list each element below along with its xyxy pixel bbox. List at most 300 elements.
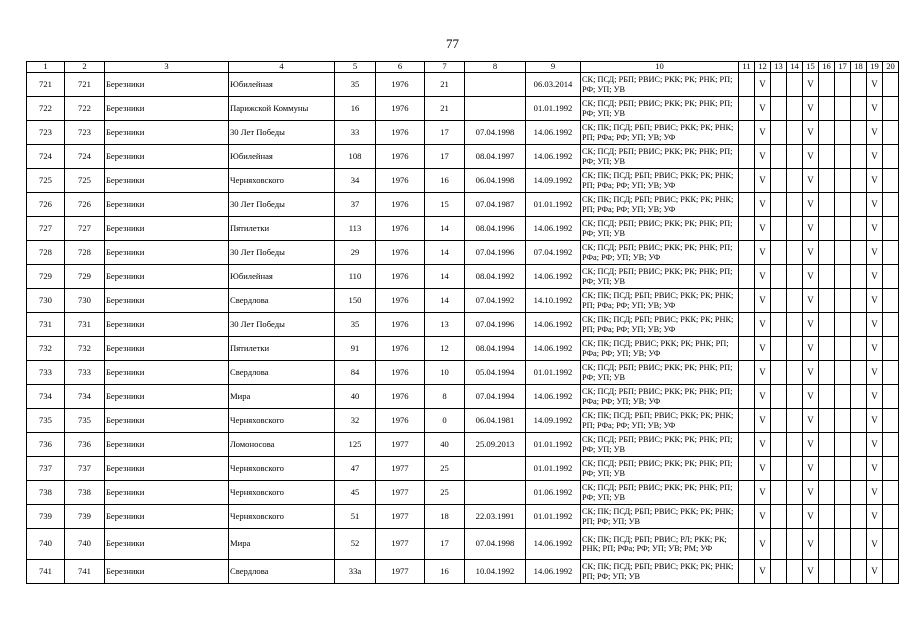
house-number-cell: 108: [335, 145, 376, 169]
flag-cell-16: [819, 121, 835, 145]
flag-cell-12: V: [755, 121, 771, 145]
flag-cell-17: [835, 385, 851, 409]
flag-cell-12: V: [755, 433, 771, 457]
city-cell: Березники: [105, 560, 229, 584]
codes-cell: СК; ПК; ПСД; РБП; РВИС; РКК; РК; РНК; РП; РФа; РФ; УП; УВ; УФ: [581, 289, 739, 313]
flag-cell-19: V: [867, 337, 883, 361]
column-header-18: 18: [851, 62, 867, 73]
record-number: 726: [65, 193, 105, 217]
column-header-3: 3: [105, 62, 229, 73]
street-cell: Черняховского: [229, 457, 335, 481]
flag-cell-18: [851, 560, 867, 584]
column-header-11: 11: [739, 62, 755, 73]
city-cell: Березники: [105, 241, 229, 265]
flag-cell-13: [771, 73, 787, 97]
flag-cell-15: V: [803, 289, 819, 313]
codes-cell: СК; ПК; ПСД; РБП; РВИС; РКК; РК; РНК; РП; РФа; РФ; УП; УВ; УФ: [581, 169, 739, 193]
flag-cell-18: [851, 121, 867, 145]
flag-cell-17: [835, 337, 851, 361]
flag-cell-15: V: [803, 505, 819, 529]
date-cell: 22.03.1991: [465, 505, 526, 529]
house-number-cell: 47: [335, 457, 376, 481]
flag-cell-13: [771, 529, 787, 560]
date-cell: 07.04.1996: [465, 313, 526, 337]
count-cell: 15: [425, 193, 465, 217]
house-number-cell: 33а: [335, 560, 376, 584]
flag-cell-19: V: [867, 121, 883, 145]
record-number: 721: [65, 73, 105, 97]
flag-cell-12: V: [755, 529, 771, 560]
record-number: 725: [65, 169, 105, 193]
flag-cell-19: V: [867, 505, 883, 529]
row-number: 725: [27, 169, 65, 193]
flag-cell-19: V: [867, 145, 883, 169]
flag-cell-15: V: [803, 241, 819, 265]
flag-cell-11: [739, 481, 755, 505]
column-header-6: 6: [376, 62, 425, 73]
registration-date-cell: 01.01.1992: [526, 505, 581, 529]
table-row: [27, 265, 899, 289]
flag-cell-12: V: [755, 265, 771, 289]
flag-cell-12: V: [755, 73, 771, 97]
codes-cell: СК; ПСД; РБП; РВИС; РКК; РК; РНК; РП; РФа; РФ; УП; УВ; УФ: [581, 385, 739, 409]
flag-cell-18: [851, 313, 867, 337]
codes-cell: СК; ПК; ПСД; РБП; РВИС; РКК; РК; РНК; РП; РФа; РФ; УП; УВ; УФ: [581, 409, 739, 433]
row-number: 722: [27, 97, 65, 121]
registration-date-cell: 07.04.1992: [526, 241, 581, 265]
flag-cell-18: [851, 97, 867, 121]
table-row: [27, 217, 899, 241]
street-cell: 30 Лет Победы: [229, 121, 335, 145]
flag-cell-13: [771, 313, 787, 337]
flag-cell-20: [883, 313, 899, 337]
flag-cell-14: [787, 457, 803, 481]
city-cell: Березники: [105, 265, 229, 289]
record-number: 741: [65, 560, 105, 584]
column-header-13: 13: [771, 62, 787, 73]
flag-cell-20: [883, 361, 899, 385]
data-table: [26, 61, 899, 584]
house-number-cell: 33: [335, 121, 376, 145]
column-header-20: 20: [883, 62, 899, 73]
flag-cell-19: V: [867, 265, 883, 289]
flag-cell-14: [787, 560, 803, 584]
flag-cell-16: [819, 481, 835, 505]
flag-cell-16: [819, 265, 835, 289]
row-number: 733: [27, 361, 65, 385]
codes-cell: СК; ПСД; РБП; РВИС; РКК; РК; РНК; РП; РФ; УП; УВ: [581, 433, 739, 457]
table-row: [27, 337, 899, 361]
flag-cell-12: V: [755, 313, 771, 337]
count-cell: 0: [425, 409, 465, 433]
registration-date-cell: 01.01.1992: [526, 361, 581, 385]
codes-cell: СК; ПСД; РБП; РВИС; РКК; РК; РНК; РП; РФ; УП; УВ: [581, 481, 739, 505]
street-cell: Юбилейная: [229, 145, 335, 169]
flag-cell-16: [819, 241, 835, 265]
record-number: 737: [65, 457, 105, 481]
street-cell: 30 Лет Победы: [229, 241, 335, 265]
house-number-cell: 45: [335, 481, 376, 505]
street-cell: 30 Лет Победы: [229, 313, 335, 337]
record-number: 735: [65, 409, 105, 433]
flag-cell-20: [883, 337, 899, 361]
flag-cell-18: [851, 193, 867, 217]
flag-cell-13: [771, 121, 787, 145]
flag-cell-19: V: [867, 241, 883, 265]
table-row: [27, 529, 899, 560]
record-number: 730: [65, 289, 105, 313]
flag-cell-14: [787, 409, 803, 433]
flag-cell-16: [819, 385, 835, 409]
flag-cell-13: [771, 481, 787, 505]
flag-cell-20: [883, 73, 899, 97]
date-cell: 07.04.1998: [465, 529, 526, 560]
flag-cell-12: V: [755, 193, 771, 217]
street-cell: Свердлова: [229, 361, 335, 385]
flag-cell-19: V: [867, 457, 883, 481]
registration-date-cell: 01.06.1992: [526, 481, 581, 505]
table-row: [27, 145, 899, 169]
house-number-cell: 35: [335, 73, 376, 97]
column-header-5: 5: [335, 62, 376, 73]
count-cell: 18: [425, 505, 465, 529]
flag-cell-19: V: [867, 289, 883, 313]
flag-cell-20: [883, 560, 899, 584]
flag-cell-20: [883, 385, 899, 409]
date-cell: 08.04.1994: [465, 337, 526, 361]
date-cell: 05.04.1994: [465, 361, 526, 385]
table-row: [27, 313, 899, 337]
row-number: 729: [27, 265, 65, 289]
year-cell: 1976: [376, 409, 425, 433]
record-number: 724: [65, 145, 105, 169]
flag-cell-18: [851, 409, 867, 433]
city-cell: Березники: [105, 73, 229, 97]
flag-cell-20: [883, 529, 899, 560]
codes-cell: СК; ПСД; РБП; РВИС; РКК; РК; РНК; РП; РФ; УП; УВ: [581, 73, 739, 97]
count-cell: 14: [425, 265, 465, 289]
year-cell: 1976: [376, 145, 425, 169]
flag-cell-17: [835, 217, 851, 241]
house-number-cell: 16: [335, 97, 376, 121]
date-cell: 25.09.2013: [465, 433, 526, 457]
year-cell: 1976: [376, 385, 425, 409]
year-cell: 1976: [376, 217, 425, 241]
registration-date-cell: 14.09.1992: [526, 169, 581, 193]
street-cell: Свердлова: [229, 560, 335, 584]
registration-date-cell: 01.01.1992: [526, 97, 581, 121]
flag-cell-19: V: [867, 193, 883, 217]
flag-cell-15: V: [803, 409, 819, 433]
row-number: 723: [27, 121, 65, 145]
street-cell: Черняховского: [229, 409, 335, 433]
flag-cell-19: V: [867, 313, 883, 337]
flag-cell-16: [819, 145, 835, 169]
registration-date-cell: 14.10.1992: [526, 289, 581, 313]
flag-cell-13: [771, 337, 787, 361]
date-cell: 07.04.1992: [465, 289, 526, 313]
flag-cell-13: [771, 145, 787, 169]
record-number: 740: [65, 529, 105, 560]
flag-cell-15: V: [803, 169, 819, 193]
year-cell: 1977: [376, 560, 425, 584]
city-cell: Березники: [105, 481, 229, 505]
registration-date-cell: 14.06.1992: [526, 385, 581, 409]
city-cell: Березники: [105, 433, 229, 457]
flag-cell-12: V: [755, 409, 771, 433]
flag-cell-11: [739, 241, 755, 265]
flag-cell-13: [771, 265, 787, 289]
count-cell: 17: [425, 121, 465, 145]
flag-cell-15: V: [803, 560, 819, 584]
flag-cell-14: [787, 313, 803, 337]
record-number: 723: [65, 121, 105, 145]
flag-cell-16: [819, 457, 835, 481]
flag-cell-16: [819, 361, 835, 385]
flag-cell-14: [787, 433, 803, 457]
flag-cell-18: [851, 529, 867, 560]
date-cell: [465, 481, 526, 505]
street-cell: Черняховского: [229, 481, 335, 505]
codes-cell: СК; ПСД; РБП; РВИС; РКК; РК; РНК; РП; РФ; УП; УВ: [581, 97, 739, 121]
flag-cell-12: V: [755, 289, 771, 313]
row-number: 727: [27, 217, 65, 241]
year-cell: 1977: [376, 457, 425, 481]
flag-cell-19: V: [867, 560, 883, 584]
flag-cell-11: [739, 409, 755, 433]
street-cell: Парижской Коммуны: [229, 97, 335, 121]
row-number: 736: [27, 433, 65, 457]
flag-cell-13: [771, 409, 787, 433]
city-cell: Березники: [105, 121, 229, 145]
table-row: [27, 409, 899, 433]
count-cell: 16: [425, 169, 465, 193]
flag-cell-15: V: [803, 217, 819, 241]
flag-cell-15: V: [803, 121, 819, 145]
date-cell: 07.04.1996: [465, 241, 526, 265]
count-cell: 14: [425, 241, 465, 265]
registration-date-cell: 14.06.1992: [526, 529, 581, 560]
flag-cell-18: [851, 361, 867, 385]
flag-cell-12: V: [755, 457, 771, 481]
row-number: 728: [27, 241, 65, 265]
city-cell: Березники: [105, 409, 229, 433]
flag-cell-12: V: [755, 560, 771, 584]
table-row: [27, 289, 899, 313]
flag-cell-13: [771, 560, 787, 584]
flag-cell-16: [819, 560, 835, 584]
date-cell: 08.04.1992: [465, 265, 526, 289]
record-number: 738: [65, 481, 105, 505]
flag-cell-17: [835, 409, 851, 433]
street-cell: Юбилейная: [229, 265, 335, 289]
city-cell: Березники: [105, 193, 229, 217]
codes-cell: СК; ПК; ПСД; РВИС; РКК; РК; РНК; РП; РФа; РФ; УП; УВ; УФ: [581, 337, 739, 361]
city-cell: Березники: [105, 289, 229, 313]
codes-cell: СК; ПСД; РБП; РВИС; РКК; РК; РНК; РП; РФ; УП; УВ: [581, 457, 739, 481]
column-header-16: 16: [819, 62, 835, 73]
date-cell: 07.04.1994: [465, 385, 526, 409]
table-row: [27, 385, 899, 409]
flag-cell-17: [835, 313, 851, 337]
flag-cell-19: V: [867, 433, 883, 457]
flag-cell-16: [819, 289, 835, 313]
flag-cell-16: [819, 169, 835, 193]
flag-cell-11: [739, 560, 755, 584]
flag-cell-11: [739, 265, 755, 289]
column-header-7: 7: [425, 62, 465, 73]
house-number-cell: 32: [335, 409, 376, 433]
date-cell: 06.04.1998: [465, 169, 526, 193]
flag-cell-18: [851, 169, 867, 193]
flag-cell-18: [851, 433, 867, 457]
city-cell: Березники: [105, 505, 229, 529]
flag-cell-19: V: [867, 361, 883, 385]
flag-cell-14: [787, 505, 803, 529]
city-cell: Березники: [105, 529, 229, 560]
column-header-19: 19: [867, 62, 883, 73]
flag-cell-14: [787, 529, 803, 560]
flag-cell-20: [883, 145, 899, 169]
column-header-2: 2: [65, 62, 105, 73]
year-cell: 1977: [376, 529, 425, 560]
flag-cell-16: [819, 529, 835, 560]
record-number: 731: [65, 313, 105, 337]
flag-cell-12: V: [755, 385, 771, 409]
count-cell: 17: [425, 145, 465, 169]
flag-cell-13: [771, 193, 787, 217]
flag-cell-13: [771, 505, 787, 529]
city-cell: Березники: [105, 457, 229, 481]
registration-date-cell: 14.06.1992: [526, 560, 581, 584]
flag-cell-20: [883, 505, 899, 529]
flag-cell-17: [835, 560, 851, 584]
city-cell: Березники: [105, 97, 229, 121]
codes-cell: СК; ПСД; РБП; РВИС; РКК; РК; РНК; РП; РФ; УП; УВ: [581, 217, 739, 241]
flag-cell-18: [851, 217, 867, 241]
year-cell: 1976: [376, 73, 425, 97]
flag-cell-16: [819, 337, 835, 361]
record-number: 728: [65, 241, 105, 265]
count-cell: 21: [425, 73, 465, 97]
flag-cell-17: [835, 73, 851, 97]
registration-date-cell: 14.06.1992: [526, 265, 581, 289]
flag-cell-20: [883, 481, 899, 505]
row-number: 731: [27, 313, 65, 337]
flag-cell-19: V: [867, 217, 883, 241]
street-cell: Пятилетки: [229, 217, 335, 241]
flag-cell-20: [883, 409, 899, 433]
house-number-cell: 52: [335, 529, 376, 560]
flag-cell-13: [771, 361, 787, 385]
date-cell: [465, 73, 526, 97]
flag-cell-14: [787, 145, 803, 169]
flag-cell-11: [739, 169, 755, 193]
street-cell: Ломоносова: [229, 433, 335, 457]
codes-cell: СК; ПСД; РБП; РВИС; РКК; РК; РНК; РП; РФ; УП; УВ: [581, 145, 739, 169]
city-cell: Березники: [105, 169, 229, 193]
flag-cell-14: [787, 481, 803, 505]
registration-date-cell: 01.01.1992: [526, 193, 581, 217]
row-number: 737: [27, 457, 65, 481]
table-row: [27, 241, 899, 265]
count-cell: 14: [425, 289, 465, 313]
flag-cell-14: [787, 361, 803, 385]
record-number: 739: [65, 505, 105, 529]
row-number: 721: [27, 73, 65, 97]
table-row: [27, 560, 899, 584]
flag-cell-11: [739, 433, 755, 457]
flag-cell-14: [787, 121, 803, 145]
count-cell: 12: [425, 337, 465, 361]
row-number: 724: [27, 145, 65, 169]
flag-cell-11: [739, 361, 755, 385]
year-cell: 1976: [376, 289, 425, 313]
row-number: 739: [27, 505, 65, 529]
city-cell: Березники: [105, 313, 229, 337]
count-cell: 14: [425, 217, 465, 241]
house-number-cell: 40: [335, 385, 376, 409]
flag-cell-14: [787, 337, 803, 361]
table-row: [27, 361, 899, 385]
year-cell: 1976: [376, 337, 425, 361]
flag-cell-18: [851, 505, 867, 529]
codes-cell: СК; ПК; ПСД; РБП; РВИС; РКК; РК; РНК; РП; РФа; РФ; УП; УВ; УФ: [581, 193, 739, 217]
flag-cell-19: V: [867, 97, 883, 121]
flag-cell-14: [787, 193, 803, 217]
street-cell: Мира: [229, 529, 335, 560]
year-cell: 1976: [376, 193, 425, 217]
flag-cell-17: [835, 121, 851, 145]
column-header-1: 1: [27, 62, 65, 73]
flag-cell-11: [739, 289, 755, 313]
year-cell: 1976: [376, 265, 425, 289]
flag-cell-11: [739, 313, 755, 337]
flag-cell-17: [835, 481, 851, 505]
year-cell: 1976: [376, 121, 425, 145]
house-number-cell: 34: [335, 169, 376, 193]
column-header-17: 17: [835, 62, 851, 73]
row-number: 732: [27, 337, 65, 361]
registration-date-cell: 01.01.1992: [526, 457, 581, 481]
flag-cell-16: [819, 73, 835, 97]
flag-cell-19: V: [867, 169, 883, 193]
flag-cell-18: [851, 73, 867, 97]
registration-date-cell: 14.09.1992: [526, 409, 581, 433]
codes-cell: СК; ПК; ПСД; РБП; РВИС; РКК; РК; РНК; РП; РФ; УП; УВ: [581, 505, 739, 529]
flag-cell-13: [771, 433, 787, 457]
flag-cell-14: [787, 97, 803, 121]
flag-cell-15: V: [803, 313, 819, 337]
count-cell: 21: [425, 97, 465, 121]
row-number: 740: [27, 529, 65, 560]
flag-cell-14: [787, 241, 803, 265]
table-body: [27, 73, 899, 584]
date-cell: 08.04.1996: [465, 217, 526, 241]
record-number: 729: [65, 265, 105, 289]
flag-cell-15: V: [803, 361, 819, 385]
flag-cell-11: [739, 73, 755, 97]
column-header-14: 14: [787, 62, 803, 73]
street-cell: Мира: [229, 385, 335, 409]
flag-cell-17: [835, 289, 851, 313]
record-number: 736: [65, 433, 105, 457]
registration-date-cell: 14.06.1992: [526, 121, 581, 145]
flag-cell-17: [835, 505, 851, 529]
year-cell: 1976: [376, 361, 425, 385]
flag-cell-15: V: [803, 457, 819, 481]
flag-cell-13: [771, 289, 787, 313]
